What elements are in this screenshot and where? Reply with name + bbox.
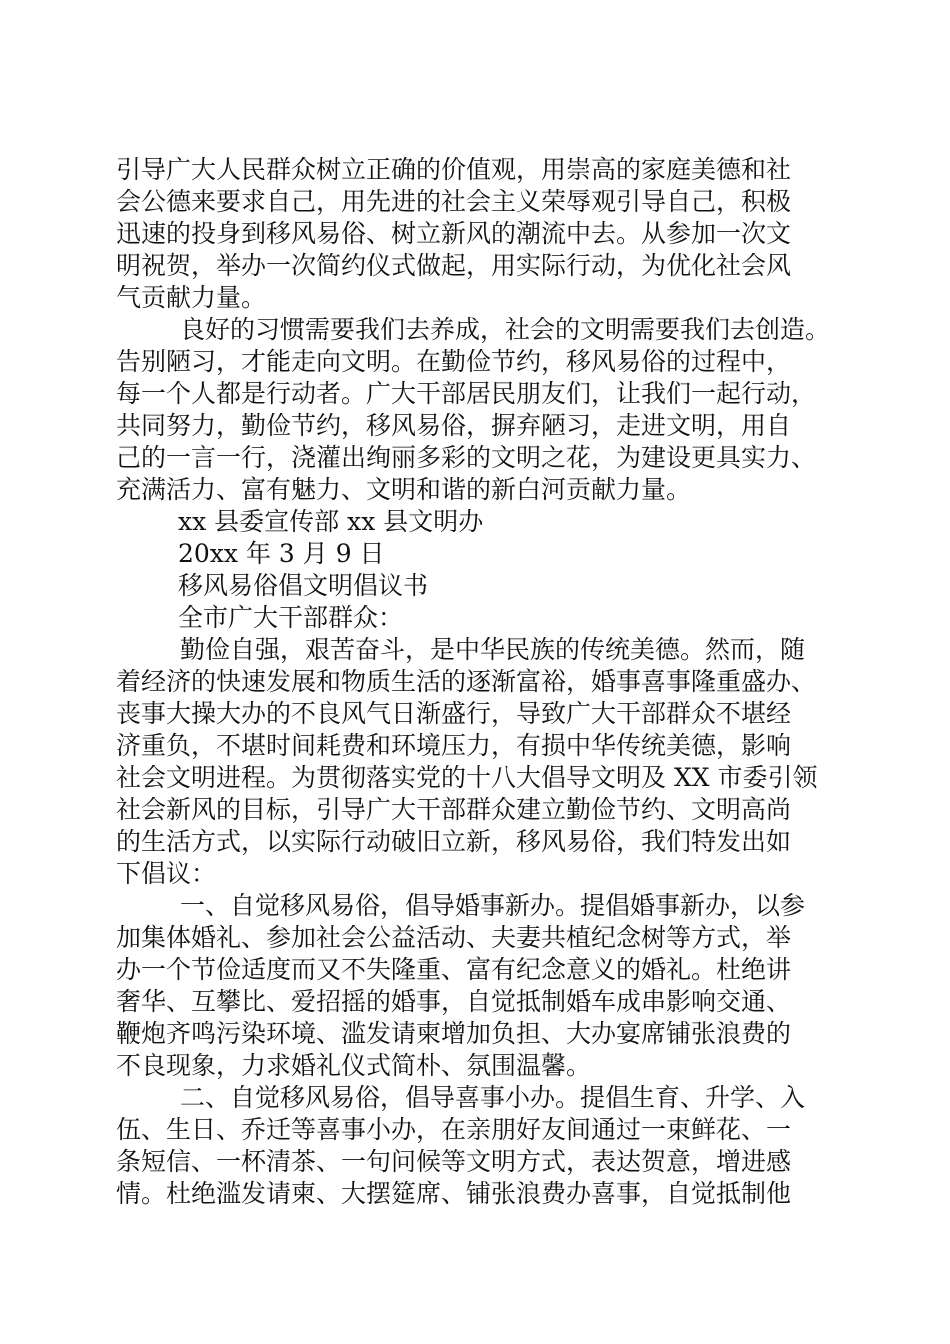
text-line: 告别陋习，才能走向文明。在勤俭节约，移风易俗的过程中， bbox=[116, 347, 792, 376]
text-line: 条短信、一杯清茶、一句问候等文明方式，表达贺意，增进感 bbox=[116, 1147, 792, 1176]
text-line: 气贡献力量。 bbox=[116, 283, 267, 312]
text-line: 社会新风的目标，引导广大干部群众建立勤俭节约、文明高尚 bbox=[116, 795, 792, 824]
text-line: 会公德来要求自己，用先进的社会主义荣辱观引导自己，积极 bbox=[116, 187, 792, 216]
text-line: 情。杜绝滥发请柬、大摆筵席、铺张浪费办喜事，自觉抵制他 bbox=[116, 1179, 792, 1208]
text-line: 己的一言一行，浇灌出绚丽多彩的文明之花，为建设更具实力、 bbox=[116, 443, 817, 472]
paragraph-first-line: 一、自觉移风易俗，倡导婚事新办。提倡婚事新办，以参 bbox=[180, 891, 806, 920]
text-line: 奢华、互攀比、爱招摇的婚事，自觉抵制婚车成串影响交通、 bbox=[116, 987, 792, 1016]
signature-line: xx 县委宣传部 xx 县文明办 bbox=[178, 507, 484, 536]
text-line: 社会文明进程。为贯彻落实党的十八大倡导文明及 XX 市委引领 bbox=[116, 763, 818, 792]
text-line: 共同努力，勤俭节约，移风易俗，摒弃陋习，走进文明，用自 bbox=[116, 411, 792, 440]
text-line: 丧事大操大办的不良风气日渐盛行，导致广大干部群众不堪经 bbox=[116, 699, 792, 728]
text-line: 办一个节俭适度而又不失隆重、富有纪念意义的婚礼。杜绝讲 bbox=[116, 955, 792, 984]
paragraph-first-line: 良好的习惯需要我们去养成，社会的文明需要我们去创造。 bbox=[180, 315, 831, 344]
text-line: 鞭炮齐鸣污染环境、滥发请柬增加负担、大办宴席铺张浪费的 bbox=[116, 1019, 792, 1048]
document-title: 移风易俗倡文明倡议书 bbox=[178, 571, 429, 600]
text-line: 伍、生日、乔迁等喜事小办，在亲朋好友间通过一束鲜花、一 bbox=[116, 1115, 792, 1144]
text-line: 不良现象，力求婚礼仪式简朴、氛围温馨。 bbox=[116, 1051, 592, 1080]
text-line: 每一个人都是行动者。广大干部居民朋友们，让我们一起行动， bbox=[116, 379, 817, 408]
paragraph-first-line: 勤俭自强，艰苦奋斗，是中华民族的传统美德。然而，随 bbox=[180, 635, 806, 664]
date-line: 20xx 年 3 月 9 日 bbox=[178, 539, 385, 568]
text-line: 充满活力、富有魅力、文明和谐的新白河贡献力量。 bbox=[116, 475, 692, 504]
salutation: 全市广大干部群众： bbox=[178, 603, 404, 632]
text-line: 迅速的投身到移风易俗、树立新风的潮流中去。从参加一次文 bbox=[116, 219, 792, 248]
text-line: 下倡议： bbox=[116, 859, 217, 888]
text-line: 明祝贺，举办一次简约仪式做起，用实际行动，为优化社会风 bbox=[116, 251, 792, 280]
text-line: 济重负，不堪时间耗费和环境压力，有损中华传统美德，影响 bbox=[116, 731, 792, 760]
text-line: 着经济的快速发展和物质生活的逐渐富裕，婚事喜事隆重盛办、 bbox=[116, 667, 817, 696]
paragraph-first-line: 二、自觉移风易俗，倡导喜事小办。提倡生育、升学、入 bbox=[180, 1083, 806, 1112]
text-line: 引导广大人民群众树立正确的价值观，用崇高的家庭美德和社 bbox=[116, 155, 792, 184]
text-line: 加集体婚礼、参加社会公益活动、夫妻共植纪念树等方式，举 bbox=[116, 923, 792, 952]
text-line: 的生活方式，以实际行动破旧立新，移风易俗，我们特发出如 bbox=[116, 827, 792, 856]
